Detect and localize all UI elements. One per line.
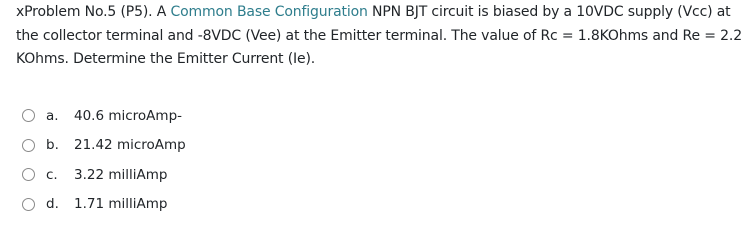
question-highlight: Common Base Configuration: [170, 4, 368, 20]
option-c-radio[interactable]: [22, 168, 35, 181]
option-a-letter: a.: [46, 107, 59, 124]
question-text-part1: xProblem No.5 (P5). A: [16, 4, 171, 20]
option-d-letter: d.: [46, 196, 59, 213]
option-c-label[interactable]: 3.22 milliAmp: [74, 166, 168, 183]
answer-options: [22, 101, 186, 219]
option-c-letter: c.: [46, 166, 58, 183]
option-d-radio[interactable]: [22, 198, 35, 211]
option-a-label[interactable]: 40.6 microAmp-: [74, 107, 183, 124]
option-c[interactable]: [22, 160, 186, 190]
option-d[interactable]: [22, 190, 186, 220]
option-d-label[interactable]: 1.71 milliAmp: [74, 196, 168, 213]
question-text-part2: NPN BJT circuit is biased by a 10VDC supply (Vcc) at the collector terminal and -8VDC (Vee) at the Emitter terminal. The value of Rc = 1.8KOhms and Re = 2.2 KOhms. Determine the Emitter Current (Ie).: [16, 4, 742, 67]
option-b-letter: b.: [46, 137, 59, 154]
option-b-label[interactable]: 21.42 microAmp: [74, 137, 186, 154]
option-b-radio[interactable]: [22, 139, 35, 152]
option-a-radio[interactable]: [22, 109, 35, 122]
question-text: [16, 1, 746, 72]
option-a[interactable]: [22, 101, 186, 131]
option-b[interactable]: [22, 131, 186, 161]
